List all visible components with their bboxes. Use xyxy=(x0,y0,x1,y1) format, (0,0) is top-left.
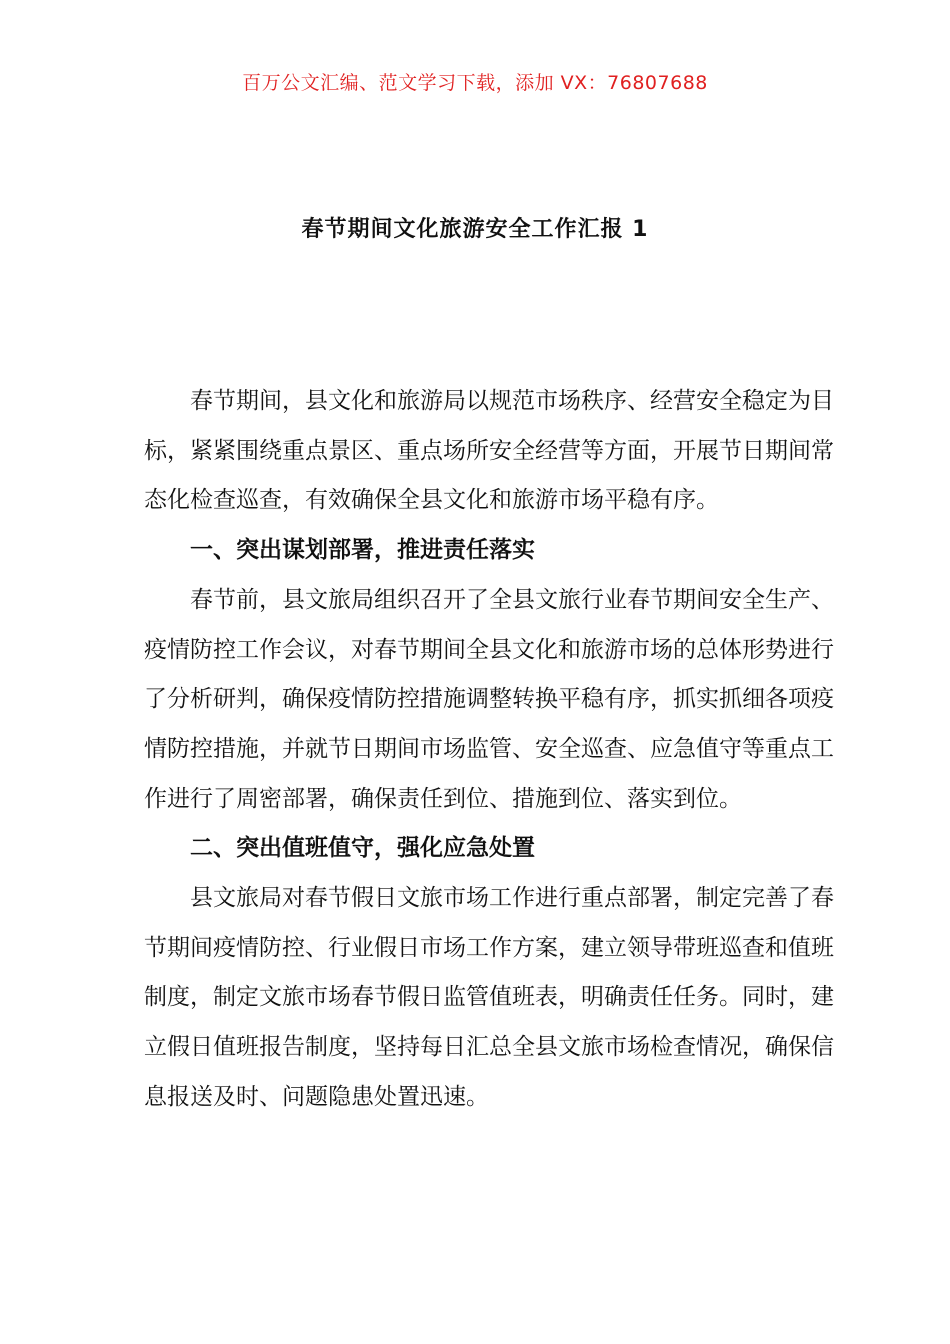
section-1-heading: 一、突出谋划部署，推进责任落实 xyxy=(190,537,535,564)
section-1-paragraph: 春节前，县文旅局组织召开了全县文旅行业春节期间安全生产、疫情防控工作会议，对春节期间全县文化和旅游市场的总体形势进行了分析研判，确保疫情防控措施调整转换平稳有序，抓实抓细各项疫情防控措施，并就节日期间市场监管、安全巡查、应急值守等重点工作进行了周密部署，确保责任到位、措施到位、落实到位。 xyxy=(144,586,834,812)
section-2-heading: 二、突出值班值守，强化应急处置 xyxy=(190,835,535,862)
header-note: 百万公文汇编、范文学习下载，添加 VX：76807688 xyxy=(242,72,708,94)
section-2-paragraph: 县文旅局对春节假日文旅市场工作进行重点部署，制定完善了春节期间疫情防控、行业假日市场工作方案，建立领导带班巡查和值班制度，制定文旅市场春节假日监管值班表，明确责任任务。同时，建立假日值班报告制度，坚持每日汇总全县文旅市场检查情况，确保信息报送及时、问题隐患处置迅速。 xyxy=(144,885,834,1110)
document-title: 春节期间文化旅游安全工作汇报 1 xyxy=(301,217,649,242)
document-body xyxy=(144,377,834,1123)
intro-paragraph: 春节期间，县文化和旅游局以规范市场秩序、经营安全稳定为目标，紧紧围绕重点景区、重点场所安全经营等方面，开展节日期间常态化检查巡查，有效确保全县文化和旅游市场平稳有序。 xyxy=(144,388,834,514)
